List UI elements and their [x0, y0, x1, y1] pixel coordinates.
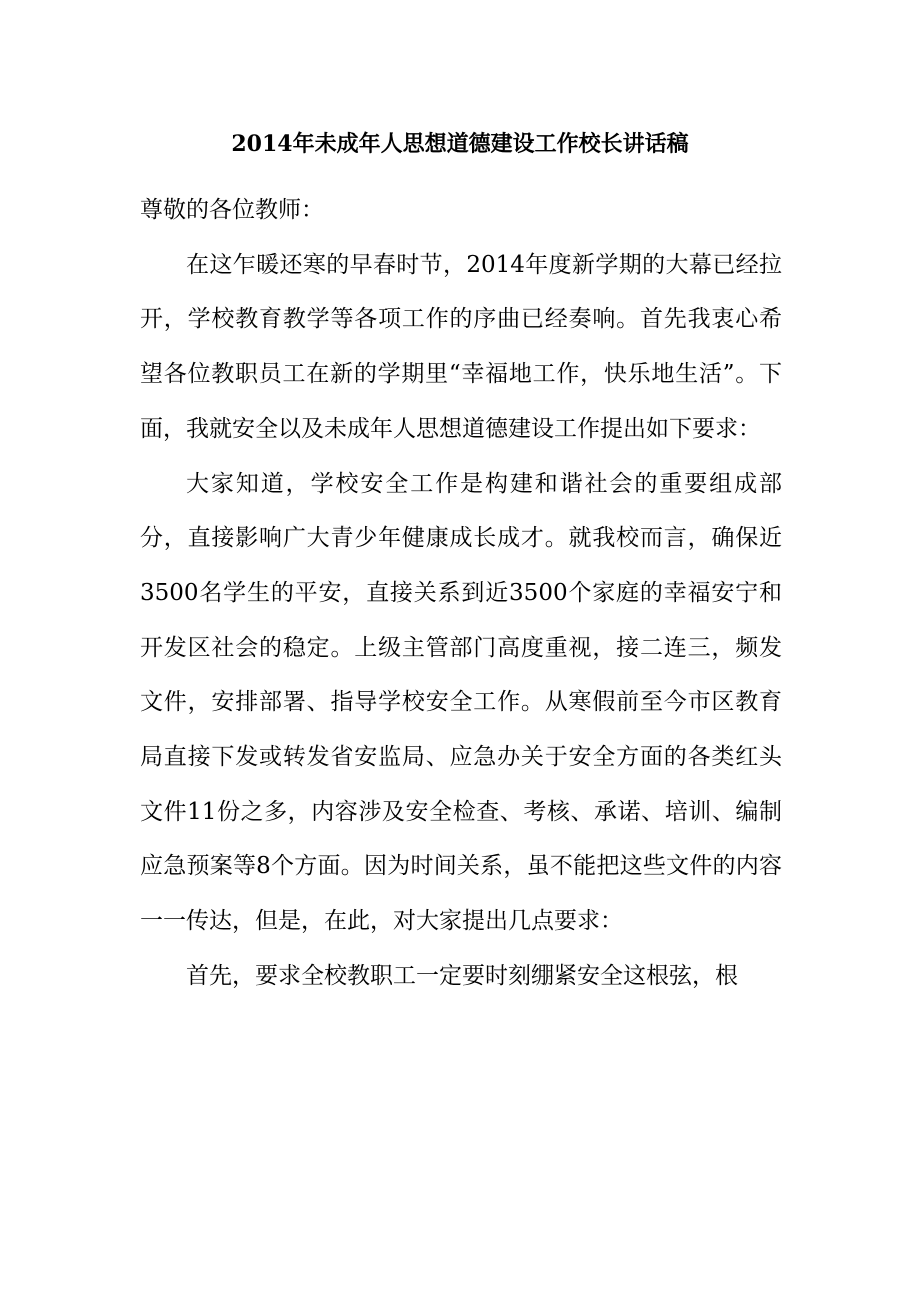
- document-body: [140, 183, 782, 1004]
- paragraph-first-requirement: 首先，要求全校教职工一定要时刻绷紧安全这根弦，根: [186, 962, 738, 989]
- greeting-line: 尊敬的各位教师：: [140, 197, 324, 223]
- document-title: 2014年未成年人思想道德建设工作校长讲话稿: [231, 131, 689, 157]
- paragraph-intro: 在这乍暖还寒的早春时节，2014年度新学期的大幕已经拉开，学校教育教学等各项工作的序曲已经奏响。首先我衷心希望各位教职员工在新的学期里“幸福地工作，快乐地生活”。下面，我就安全以及未成年人思想道德建设工作提出如下要求：: [140, 251, 782, 442]
- paragraph-safety: 大家知道，学校安全工作是构建和谐社会的重要组成部分，直接影响广大青少年健康成长成才。就我校而言，确保近3500名学生的平安，直接关系到近3500个家庭的幸福安宁和开发区社会的稳定。上级主管部门高度重视，接二连三，频发文件，安排部署、指导学校安全工作。从寒假前至今市区教育局直接下发或转发省安监局、应急办关于安全方面的各类红头文件11份之多，内容涉及安全检查、考核、承诺、培训、编制应急预案等8个方面。因为时间关系，虽不能把这些文件的内容一一传达，但是，在此，对大家提出几点要求：: [140, 470, 782, 935]
